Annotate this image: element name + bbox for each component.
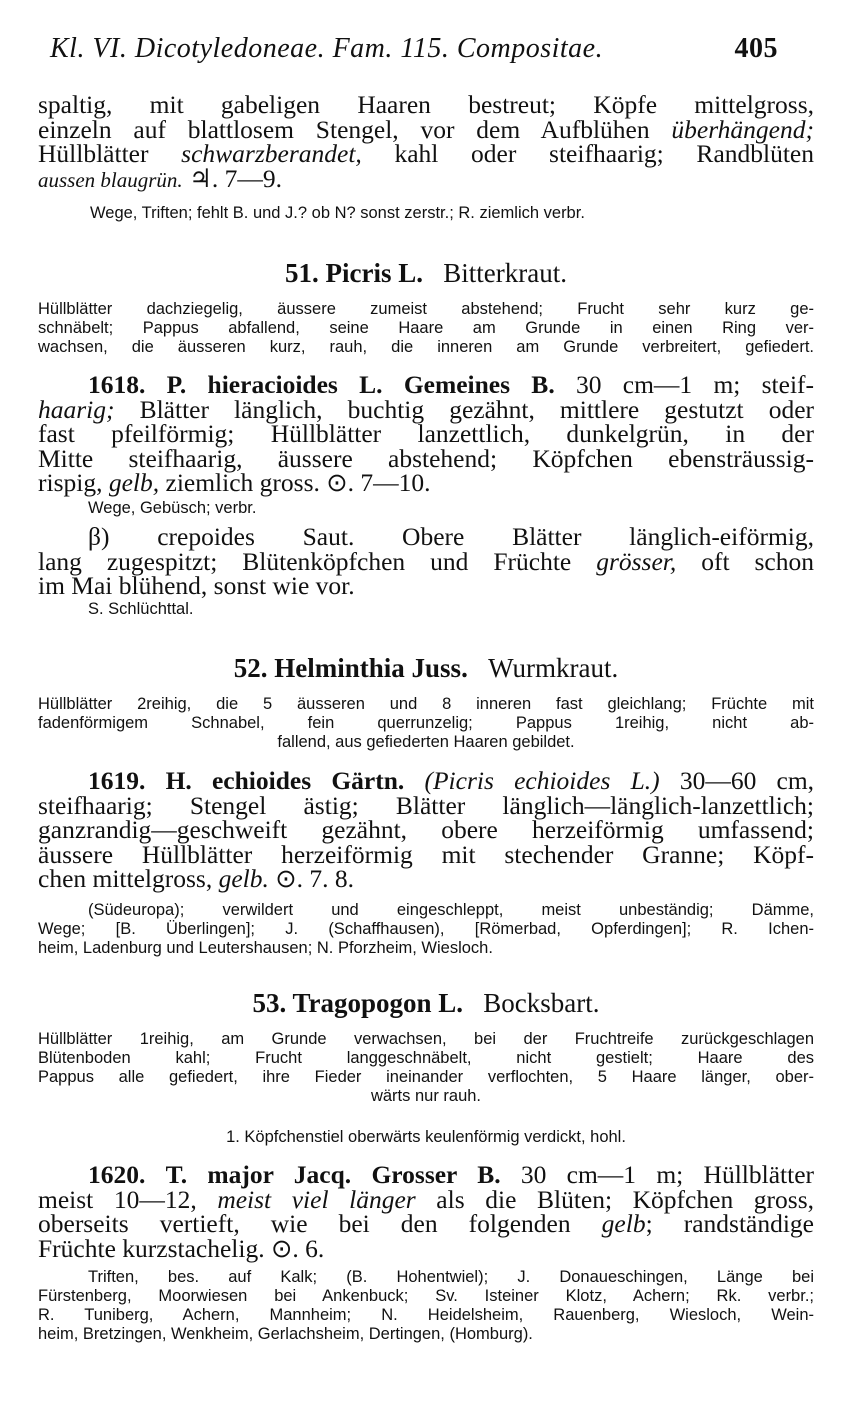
genus-description-picris: Hüllblätter dachziegelig, äussere zumeist abstehend; Frucht sehr kurz ge- schnäbelt; Pappus abfallend, seine Haare am Grunde in einen Ring ver- wachsen, die äusseren kurz, rauh, die inneren am Grunde verbreitert, gefiedert. — [38, 300, 814, 356]
running-title: Kl. VI. Dicotyledoneae. Fam. 115. Compositae. — [50, 33, 604, 64]
species-1619-localities: (Südeuropa); verwildert und eingeschleppt, meist unbeständig; Dämme, Wege; [B. Überlingen]; J. (Schaffhausen), [Römerbad, Opferdingen]; R. Ichen- heim, Ladenburg und Leutershausen; N. Pforzheim, Wiesloch. — [38, 901, 814, 957]
genus-heading-tragopogon: 53. Tragopogon L. Bocksbart. — [252, 988, 600, 1018]
species-1620-localities: Triften, bes. auf Kalk; (B. Hohentwiel); J. Donaueschingen, Länge bei Fürstenberg, Moorwiesen bei Ankenbuck; Sv. Isteiner Klotz, Achern; Rk. verbr.; R. Tuniberg, Achern, Mannheim; N. Heidelsheim, Rauenberg, Wiesloch, Wein- heim, Bretzingen, Wenkheim, Gerlachsheim, Dertingen, (Homburg). — [38, 1268, 814, 1343]
species-1619: 1619. H. echioides Gärtn. (Picris echioides L.) 30—60 cm, steifhaarig; Stengel ästig; Blätter länglich—länglich-lanzettlich; ganzrandig—geschweift gezähnt, obere herzeiförmig umfassend; äussere Hüllblätter herzeiförmig mit stechender Granne; Köpf- chen mittelgross, gelb. ⊙. 7. 8. — [38, 766, 815, 893]
intro-line: aussen blaugrün. ♃. 7—9. — [38, 163, 283, 193]
intro-localities: Wege, Triften; fehlt B. und J.? ob N? sonst zerstr.; R. ziemlich verbr. — [90, 204, 585, 222]
species-1618-localities: Wege, Gebüsch; verbr. — [88, 499, 257, 517]
intro-line: einzeln auf blattlosem Stengel, vor dem Aufblühen überhängend; — [38, 114, 814, 144]
species-1618: 1618. P. hieracioides L. Gemeines B. 30 cm—1 m; steif- haarig; Blätter länglich, buchtig gezähnt, mittlere gestutzt oder fast pfeilförmig; Hüllblätter lanzettlich, dunkelgrün, in der Mitte steifhaarig, äussere abstehend; Köpfchen ebensträussig- rispig, gelb, ziemlich gross. ⊙. 7—10. — [38, 370, 815, 497]
genus-heading-picris: 51. Picris L. Bitterkraut. — [285, 258, 567, 288]
genus-description-helminthia: Hüllblätter 2reihig, die 5 äusseren und 8 inneren fast gleichlang; Früchte mit fadenförmigem Schnabel, fein querrunzelig; Pappus 1reihig, nicht ab- fallend, aus gefiederten Haaren gebildet. — [38, 695, 814, 751]
genus-description-tragopogon: Hüllblätter 1reihig, am Grunde verwachsen, bei der Fruchtreife zurückgeschlagen Blütenboden kahl; Frucht langgeschnäbelt, nicht gestielt; Haare des Pappus alle gefiedert, ihre Fieder ineinander verflochten, 5 Haare länger, ober- wärts nur rauh. — [38, 1030, 814, 1105]
running-header — [50, 33, 778, 65]
species-1620: 1620. T. major Jacq. Grosser B. 30 cm—1 m; Hüllblätter meist 10—12, meist viel länger als die Blüten; Köpfchen gross, oberseits vertieft, wie bei den folgenden gelb; randständige Früchte kurzstachelig. ⊙. 6. — [38, 1160, 814, 1263]
variety-localities: S. Schlüchttal. — [88, 600, 194, 618]
intro-paragraph — [38, 90, 814, 193]
page-number: 405 — [734, 33, 778, 64]
intro-line: Hüllblätter schwarzberandet, kahl oder steifhaarig; Randblüten — [38, 139, 814, 168]
key-lead-1: 1. Köpfchenstiel oberwärts keulenförmig verdickt, hohl. — [226, 1128, 626, 1146]
genus-heading-helminthia: 52. Helminthia Juss. Wurmkraut. — [233, 653, 619, 683]
variety-crepoides: β) crepoides Saut. Obere Blätter länglich-eiförmig, lang zugespitzt; Blütenköpfchen und Früchte grösser, oft schon im Mai blühend, sonst wie vor. — [38, 522, 814, 600]
intro-line: spaltig, mit gabeligen Haaren bestreut; Köpfe mittelgross, — [38, 90, 814, 119]
